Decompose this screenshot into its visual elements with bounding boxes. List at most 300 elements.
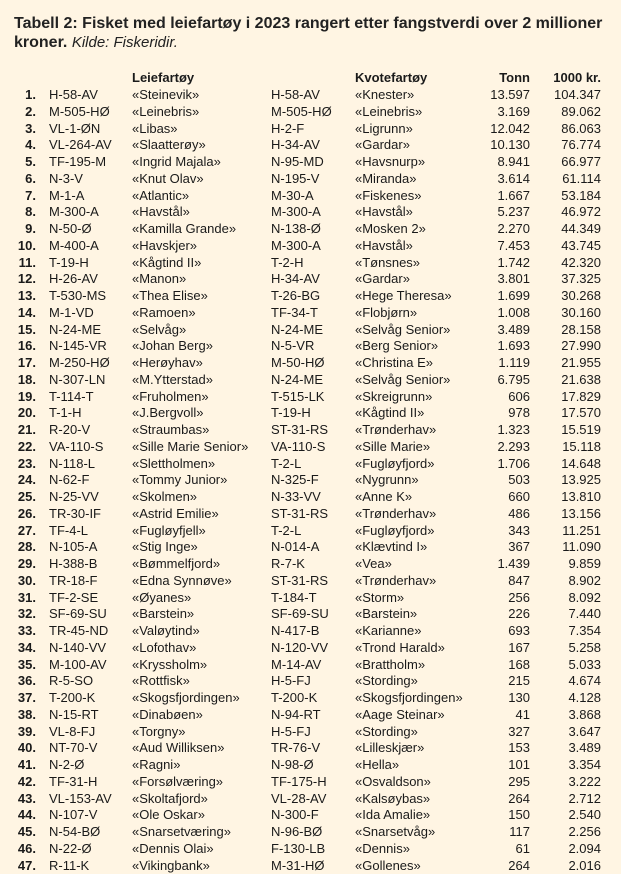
table-row bbox=[0, 188, 621, 205]
kvotefartoy-name-cell: «Gardar» bbox=[355, 137, 410, 154]
kvotefartoy-reg-cell: F-130-LB bbox=[271, 841, 325, 858]
table-row bbox=[0, 389, 621, 406]
tonn-cell: 606 bbox=[460, 389, 530, 406]
tonn-cell: 978 bbox=[460, 405, 530, 422]
leiefartoy-name-cell: «Sille Marie Senior» bbox=[132, 439, 248, 456]
title-main: Tabell 2: Fisket med leiefartøy i 2023 rangert etter fangstverdi over 2 millioner kroner. bbox=[14, 15, 602, 51]
kvotefartoy-name-cell: «Dennis» bbox=[355, 841, 410, 858]
kvotefartoy-reg-cell: M-31-HØ bbox=[271, 858, 324, 874]
leiefartoy-name-cell: «Atlantic» bbox=[132, 188, 189, 205]
kvotefartoy-reg-cell: N-24-ME bbox=[271, 322, 323, 339]
table-row bbox=[0, 472, 621, 489]
leiefartoy-name-cell: «Slettholmen» bbox=[132, 456, 215, 473]
tonn-cell: 8.941 bbox=[460, 154, 530, 171]
leiefartoy-name-cell: «M.Ytterstad» bbox=[132, 372, 213, 389]
table-row bbox=[0, 355, 621, 372]
rank-cell: 1. bbox=[0, 87, 36, 104]
table-row bbox=[0, 288, 621, 305]
rank-cell: 36. bbox=[0, 673, 36, 690]
kvotefartoy-name-cell: «Hege Theresa» bbox=[355, 288, 452, 305]
leiefartoy-reg-cell: N-145-VR bbox=[49, 338, 107, 355]
rank-cell: 35. bbox=[0, 657, 36, 674]
kvotefartoy-reg-cell: T-2-H bbox=[271, 255, 304, 272]
tonn-cell: 1.439 bbox=[460, 556, 530, 573]
leiefartoy-name-cell: «J.Bergvoll» bbox=[132, 405, 204, 422]
rank-cell: 16. bbox=[0, 338, 36, 355]
kvotefartoy-name-cell: «Fugløyfjord» bbox=[355, 456, 434, 473]
kvotefartoy-name-cell: «Trønderhav» bbox=[355, 573, 436, 590]
verdi-cell: 2.540 bbox=[530, 807, 601, 824]
tonn-cell: 327 bbox=[460, 724, 530, 741]
kvotefartoy-reg-cell: N-33-VV bbox=[271, 489, 321, 506]
leiefartoy-name-cell: «Rottfisk» bbox=[132, 673, 190, 690]
leiefartoy-reg-cell: M-1-A bbox=[49, 188, 84, 205]
verdi-cell: 11.251 bbox=[530, 523, 601, 540]
leiefartoy-name-cell: «Kamilla Grande» bbox=[132, 221, 236, 238]
tonn-cell: 1.706 bbox=[460, 456, 530, 473]
leiefartoy-reg-cell: TR-45-ND bbox=[49, 623, 108, 640]
verdi-cell: 15.118 bbox=[530, 439, 601, 456]
verdi-cell: 5.033 bbox=[530, 657, 601, 674]
leiefartoy-name-cell: «Fruholmen» bbox=[132, 389, 209, 406]
table-row bbox=[0, 422, 621, 439]
rank-cell: 39. bbox=[0, 724, 36, 741]
leiefartoy-name-cell: «Fugløyfjell» bbox=[132, 523, 206, 540]
kvotefartoy-name-cell: «Barstein» bbox=[355, 606, 417, 623]
leiefartoy-reg-cell: N-118-L bbox=[49, 456, 95, 473]
rank-cell: 31. bbox=[0, 590, 36, 607]
kvotefartoy-name-cell: «Gollenes» bbox=[355, 858, 421, 874]
rank-cell: 41. bbox=[0, 757, 36, 774]
kvotefartoy-name-cell: «Stording» bbox=[355, 673, 418, 690]
rank-cell: 46. bbox=[0, 841, 36, 858]
leiefartoy-name-cell: «Straumbas» bbox=[132, 422, 209, 439]
kvotefartoy-name-cell: «Gardar» bbox=[355, 271, 410, 288]
leiefartoy-name-cell: «Leinebris» bbox=[132, 104, 199, 121]
tonn-cell: 3.614 bbox=[460, 171, 530, 188]
kvotefartoy-name-cell: «Sille Marie» bbox=[355, 439, 430, 456]
kvotefartoy-reg-cell: T-2-L bbox=[271, 523, 301, 540]
tonn-cell: 150 bbox=[460, 807, 530, 824]
leiefartoy-reg-cell: M-300-A bbox=[49, 204, 99, 221]
tonn-cell: 1.323 bbox=[460, 422, 530, 439]
verdi-cell: 3.354 bbox=[530, 757, 601, 774]
table-row bbox=[0, 271, 621, 288]
kvotefartoy-reg-cell: N-96-BØ bbox=[271, 824, 322, 841]
table-row bbox=[0, 121, 621, 138]
table-row bbox=[0, 338, 621, 355]
tonn-cell: 10.130 bbox=[460, 137, 530, 154]
kvotefartoy-name-cell: «Flobjørn» bbox=[355, 305, 417, 322]
tonn-cell: 693 bbox=[460, 623, 530, 640]
kvotefartoy-reg-cell: N-138-Ø bbox=[271, 221, 321, 238]
verdi-cell: 13.810 bbox=[530, 489, 601, 506]
tonn-cell: 1.119 bbox=[460, 355, 530, 372]
table-row bbox=[0, 824, 621, 841]
kvotefartoy-name-cell: «Trønderhav» bbox=[355, 422, 436, 439]
tonn-cell: 3.169 bbox=[460, 104, 530, 121]
rank-cell: 2. bbox=[0, 104, 36, 121]
tonn-cell: 117 bbox=[460, 824, 530, 841]
tonn-cell: 167 bbox=[460, 640, 530, 657]
kvotefartoy-reg-cell: H-5-FJ bbox=[271, 673, 311, 690]
table-row bbox=[0, 858, 621, 874]
verdi-cell: 15.519 bbox=[530, 422, 601, 439]
table-row bbox=[0, 606, 621, 623]
leiefartoy-reg-cell: VL-153-AV bbox=[49, 791, 112, 808]
tonn-cell: 61 bbox=[460, 841, 530, 858]
rank-cell: 25. bbox=[0, 489, 36, 506]
kvotefartoy-reg-cell: R-7-K bbox=[271, 556, 305, 573]
rank-cell: 33. bbox=[0, 623, 36, 640]
rank-cell: 38. bbox=[0, 707, 36, 724]
leiefartoy-name-cell: «Bømmelfjord» bbox=[132, 556, 220, 573]
table-row bbox=[0, 255, 621, 272]
verdi-cell: 46.972 bbox=[530, 204, 601, 221]
leiefartoy-reg-cell: TR-30-IF bbox=[49, 506, 101, 523]
leiefartoy-name-cell: «Havskjer» bbox=[132, 238, 197, 255]
leiefartoy-reg-cell: N-24-ME bbox=[49, 322, 101, 339]
kvotefartoy-name-cell: «Fiskenes» bbox=[355, 188, 421, 205]
rank-cell: 17. bbox=[0, 355, 36, 372]
leiefartoy-name-cell: «Valøytind» bbox=[132, 623, 200, 640]
kvotefartoy-name-cell: «Vea» bbox=[355, 556, 392, 573]
verdi-cell: 43.745 bbox=[530, 238, 601, 255]
leiefartoy-reg-cell: N-105-A bbox=[49, 539, 97, 556]
verdi-cell: 30.268 bbox=[530, 288, 601, 305]
leiefartoy-reg-cell: M-505-HØ bbox=[49, 104, 110, 121]
leiefartoy-name-cell: «Torgny» bbox=[132, 724, 185, 741]
table-row bbox=[0, 673, 621, 690]
kvotefartoy-reg-cell: T-2-L bbox=[271, 456, 301, 473]
leiefartoy-reg-cell: M-400-A bbox=[49, 238, 99, 255]
verdi-cell: 9.859 bbox=[530, 556, 601, 573]
kvotefartoy-name-cell: «Havsnurp» bbox=[355, 154, 425, 171]
kvotefartoy-name-cell: «Karianne» bbox=[355, 623, 422, 640]
verdi-cell: 61.114 bbox=[530, 171, 601, 188]
kvotefartoy-reg-cell: TF-175-H bbox=[271, 774, 327, 791]
leiefartoy-reg-cell: N-107-V bbox=[49, 807, 97, 824]
rank-cell: 5. bbox=[0, 154, 36, 171]
verdi-cell: 8.902 bbox=[530, 573, 601, 590]
kvotefartoy-reg-cell: T-515-LK bbox=[271, 389, 324, 406]
leiefartoy-reg-cell: T-530-MS bbox=[49, 288, 106, 305]
kvotefartoy-reg-cell: H-58-AV bbox=[271, 87, 320, 104]
kvotefartoy-name-cell: «Brattholm» bbox=[355, 657, 425, 674]
table-row bbox=[0, 221, 621, 238]
rank-cell: 27. bbox=[0, 523, 36, 540]
leiefartoy-reg-cell: R-20-V bbox=[49, 422, 90, 439]
leiefartoy-name-cell: «Slaatterøy» bbox=[132, 137, 206, 154]
rank-cell: 8. bbox=[0, 204, 36, 221]
rank-cell: 15. bbox=[0, 322, 36, 339]
kvotefartoy-reg-cell: N-24-ME bbox=[271, 372, 323, 389]
leiefartoy-reg-cell: TF-195-M bbox=[49, 154, 106, 171]
rank-cell: 22. bbox=[0, 439, 36, 456]
verdi-cell: 21.638 bbox=[530, 372, 601, 389]
rank-cell: 10. bbox=[0, 238, 36, 255]
table-row bbox=[0, 690, 621, 707]
rank-cell: 13. bbox=[0, 288, 36, 305]
verdi-cell: 76.774 bbox=[530, 137, 601, 154]
tonn-cell: 847 bbox=[460, 573, 530, 590]
kvotefartoy-reg-cell: N-195-V bbox=[271, 171, 319, 188]
kvotefartoy-reg-cell: M-30-A bbox=[271, 188, 314, 205]
table-row bbox=[0, 640, 621, 657]
verdi-cell: 13.925 bbox=[530, 472, 601, 489]
verdi-cell: 5.258 bbox=[530, 640, 601, 657]
verdi-cell: 66.977 bbox=[530, 154, 601, 171]
leiefartoy-reg-cell: M-1-VD bbox=[49, 305, 94, 322]
leiefartoy-name-cell: «Johan Berg» bbox=[132, 338, 213, 355]
leiefartoy-reg-cell: N-54-BØ bbox=[49, 824, 100, 841]
kvotefartoy-reg-cell: H-2-F bbox=[271, 121, 304, 138]
rank-cell: 47. bbox=[0, 858, 36, 874]
verdi-cell: 17.829 bbox=[530, 389, 601, 406]
verdi-cell: 3.489 bbox=[530, 740, 601, 757]
table-row bbox=[0, 137, 621, 154]
kvotefartoy-reg-cell: M-14-AV bbox=[271, 657, 321, 674]
kvotefartoy-name-cell: «Hella» bbox=[355, 757, 399, 774]
leiefartoy-name-cell: «Dennis Olai» bbox=[132, 841, 214, 858]
leiefartoy-name-cell: «Skoltafjord» bbox=[132, 791, 208, 808]
rank-cell: 4. bbox=[0, 137, 36, 154]
leiefartoy-name-cell: «Øyanes» bbox=[132, 590, 191, 607]
rank-cell: 20. bbox=[0, 405, 36, 422]
leiefartoy-reg-cell: TF-31-H bbox=[49, 774, 97, 791]
tonn-cell: 226 bbox=[460, 606, 530, 623]
tonn-cell: 153 bbox=[460, 740, 530, 757]
tonn-cell: 1.693 bbox=[460, 338, 530, 355]
kvotefartoy-reg-cell: N-014-A bbox=[271, 539, 319, 556]
verdi-cell: 4.128 bbox=[530, 690, 601, 707]
table-row bbox=[0, 171, 621, 188]
table-row bbox=[0, 556, 621, 573]
kvotefartoy-name-cell: «Kalsøybas» bbox=[355, 791, 430, 808]
kvotefartoy-reg-cell: N-5-VR bbox=[271, 338, 314, 355]
leiefartoy-reg-cell: SF-69-SU bbox=[49, 606, 107, 623]
tonn-cell: 367 bbox=[460, 539, 530, 556]
kvotefartoy-name-cell: «Lilleskjær» bbox=[355, 740, 424, 757]
tonn-cell: 168 bbox=[460, 657, 530, 674]
leiefartoy-reg-cell: N-140-VV bbox=[49, 640, 106, 657]
leiefartoy-reg-cell: R-11-K bbox=[49, 858, 89, 874]
rank-cell: 42. bbox=[0, 774, 36, 791]
kvotefartoy-name-cell: «Selvåg Senior» bbox=[355, 372, 450, 389]
verdi-cell: 53.184 bbox=[530, 188, 601, 205]
leiefartoy-reg-cell: T-1-H bbox=[49, 405, 82, 422]
leiefartoy-name-cell: «Selvåg» bbox=[132, 322, 186, 339]
kvotefartoy-name-cell: «Osvaldson» bbox=[355, 774, 431, 791]
leiefartoy-reg-cell: TR-18-F bbox=[49, 573, 97, 590]
table-title bbox=[14, 14, 604, 52]
kvotefartoy-name-cell: «Berg Senior» bbox=[355, 338, 438, 355]
kvotefartoy-reg-cell: ST-31-RS bbox=[271, 573, 328, 590]
kvotefartoy-reg-cell: N-120-VV bbox=[271, 640, 328, 657]
rank-cell: 9. bbox=[0, 221, 36, 238]
leiefartoy-reg-cell: T-19-H bbox=[49, 255, 89, 272]
kvotefartoy-reg-cell: N-98-Ø bbox=[271, 757, 314, 774]
kvotefartoy-name-cell: «Havstål» bbox=[355, 204, 413, 221]
kvotefartoy-name-cell: «Snarsetvåg» bbox=[355, 824, 435, 841]
table-row bbox=[0, 724, 621, 741]
rank-cell: 3. bbox=[0, 121, 36, 138]
leiefartoy-name-cell: «Dinabøen» bbox=[132, 707, 203, 724]
kvotefartoy-name-cell: «Skogsfjordingen» bbox=[355, 690, 463, 707]
tonn-cell: 215 bbox=[460, 673, 530, 690]
leiefartoy-reg-cell: N-3-V bbox=[49, 171, 83, 188]
table-header bbox=[0, 70, 621, 87]
tonn-cell: 343 bbox=[460, 523, 530, 540]
kvotefartoy-reg-cell: M-505-HØ bbox=[271, 104, 332, 121]
leiefartoy-name-cell: «Knut Olav» bbox=[132, 171, 204, 188]
leiefartoy-reg-cell: N-307-LN bbox=[49, 372, 105, 389]
table-row bbox=[0, 372, 621, 389]
rank-cell: 43. bbox=[0, 791, 36, 808]
table-row bbox=[0, 841, 621, 858]
leiefartoy-reg-cell: VL-1-ØN bbox=[49, 121, 100, 138]
header-tonn: Tonn bbox=[460, 70, 530, 85]
tonn-cell: 3.801 bbox=[460, 271, 530, 288]
leiefartoy-name-cell: «Astrid Emilie» bbox=[132, 506, 219, 523]
leiefartoy-reg-cell: H-26-AV bbox=[49, 271, 98, 288]
verdi-cell: 21.955 bbox=[530, 355, 601, 372]
tonn-cell: 2.293 bbox=[460, 439, 530, 456]
verdi-cell: 42.320 bbox=[530, 255, 601, 272]
rank-cell: 37. bbox=[0, 690, 36, 707]
verdi-cell: 89.062 bbox=[530, 104, 601, 121]
leiefartoy-reg-cell: M-100-AV bbox=[49, 657, 107, 674]
kvotefartoy-name-cell: «Ligrunn» bbox=[355, 121, 413, 138]
table-row bbox=[0, 506, 621, 523]
kvotefartoy-name-cell: «Havstål» bbox=[355, 238, 413, 255]
verdi-cell: 7.440 bbox=[530, 606, 601, 623]
kvotefartoy-name-cell: «Knester» bbox=[355, 87, 414, 104]
table-row bbox=[0, 807, 621, 824]
kvotefartoy-name-cell: «Stording» bbox=[355, 724, 418, 741]
leiefartoy-name-cell: «Libas» bbox=[132, 121, 178, 138]
leiefartoy-reg-cell: N-15-RT bbox=[49, 707, 99, 724]
leiefartoy-name-cell: «Edna Synnøve» bbox=[132, 573, 232, 590]
verdi-cell: 3.222 bbox=[530, 774, 601, 791]
verdi-cell: 4.674 bbox=[530, 673, 601, 690]
table-row bbox=[0, 623, 621, 640]
kvotefartoy-reg-cell: TF-34-T bbox=[271, 305, 318, 322]
header-verdi: 1000 kr. bbox=[530, 70, 601, 85]
leiefartoy-reg-cell: N-62-F bbox=[49, 472, 89, 489]
table-row bbox=[0, 539, 621, 556]
table-row bbox=[0, 657, 621, 674]
tonn-cell: 264 bbox=[460, 791, 530, 808]
kvotefartoy-reg-cell: H-34-AV bbox=[271, 271, 320, 288]
tonn-cell: 1.699 bbox=[460, 288, 530, 305]
leiefartoy-name-cell: «Ole Oskar» bbox=[132, 807, 205, 824]
leiefartoy-reg-cell: VL-264-AV bbox=[49, 137, 112, 154]
kvotefartoy-name-cell: «Skreigrunn» bbox=[355, 389, 432, 406]
rank-cell: 24. bbox=[0, 472, 36, 489]
leiefartoy-reg-cell: M-250-HØ bbox=[49, 355, 110, 372]
kvotefartoy-reg-cell: N-300-F bbox=[271, 807, 319, 824]
table-row bbox=[0, 707, 621, 724]
table-row bbox=[0, 774, 621, 791]
rank-cell: 29. bbox=[0, 556, 36, 573]
tonn-cell: 12.042 bbox=[460, 121, 530, 138]
leiefartoy-reg-cell: N-2-Ø bbox=[49, 757, 84, 774]
leiefartoy-reg-cell: NT-70-V bbox=[49, 740, 97, 757]
leiefartoy-name-cell: «Kågtind II» bbox=[132, 255, 201, 272]
table-row bbox=[0, 740, 621, 757]
header-kvotefartoy: Kvotefartøy bbox=[355, 70, 427, 85]
verdi-cell: 13.156 bbox=[530, 506, 601, 523]
verdi-cell: 17.570 bbox=[530, 405, 601, 422]
rank-cell: 19. bbox=[0, 389, 36, 406]
tonn-cell: 6.795 bbox=[460, 372, 530, 389]
verdi-cell: 2.712 bbox=[530, 791, 601, 808]
table-row bbox=[0, 405, 621, 422]
table-row bbox=[0, 238, 621, 255]
verdi-cell: 37.325 bbox=[530, 271, 601, 288]
verdi-cell: 27.990 bbox=[530, 338, 601, 355]
leiefartoy-name-cell: «Kryssholm» bbox=[132, 657, 207, 674]
table-row bbox=[0, 87, 621, 104]
tonn-cell: 3.489 bbox=[460, 322, 530, 339]
table-row bbox=[0, 104, 621, 121]
rank-cell: 30. bbox=[0, 573, 36, 590]
kvotefartoy-name-cell: «Christina E» bbox=[355, 355, 433, 372]
kvotefartoy-reg-cell: ST-31-RS bbox=[271, 506, 328, 523]
kvotefartoy-name-cell: «Kågtind II» bbox=[355, 405, 424, 422]
kvotefartoy-name-cell: «Trond Harald» bbox=[355, 640, 445, 657]
table-row bbox=[0, 305, 621, 322]
leiefartoy-name-cell: «Forsølværing» bbox=[132, 774, 223, 791]
table-row bbox=[0, 489, 621, 506]
verdi-cell: 104.347 bbox=[530, 87, 601, 104]
table-row bbox=[0, 590, 621, 607]
kvotefartoy-reg-cell: T-184-T bbox=[271, 590, 317, 607]
table-row bbox=[0, 791, 621, 808]
leiefartoy-reg-cell: T-200-K bbox=[49, 690, 95, 707]
table-row bbox=[0, 456, 621, 473]
kvotefartoy-reg-cell: T-19-H bbox=[271, 405, 311, 422]
rank-cell: 21. bbox=[0, 422, 36, 439]
kvotefartoy-name-cell: «Fugløyfjord» bbox=[355, 523, 434, 540]
rank-cell: 14. bbox=[0, 305, 36, 322]
tonn-cell: 7.453 bbox=[460, 238, 530, 255]
tonn-cell: 660 bbox=[460, 489, 530, 506]
verdi-cell: 7.354 bbox=[530, 623, 601, 640]
tonn-cell: 2.270 bbox=[460, 221, 530, 238]
verdi-cell: 14.648 bbox=[530, 456, 601, 473]
verdi-cell: 11.090 bbox=[530, 539, 601, 556]
rank-cell: 18. bbox=[0, 372, 36, 389]
kvotefartoy-reg-cell: T-26-BG bbox=[271, 288, 320, 305]
leiefartoy-name-cell: «Thea Elise» bbox=[132, 288, 208, 305]
verdi-cell: 2.016 bbox=[530, 858, 601, 874]
kvotefartoy-reg-cell: N-95-MD bbox=[271, 154, 324, 171]
kvotefartoy-name-cell: «Storm» bbox=[355, 590, 404, 607]
verdi-cell: 44.349 bbox=[530, 221, 601, 238]
tonn-cell: 295 bbox=[460, 774, 530, 791]
leiefartoy-name-cell: «Barstein» bbox=[132, 606, 194, 623]
leiefartoy-name-cell: «Skolmen» bbox=[132, 489, 197, 506]
rank-cell: 23. bbox=[0, 456, 36, 473]
rank-cell: 11. bbox=[0, 255, 36, 272]
leiefartoy-reg-cell: H-388-B bbox=[49, 556, 97, 573]
tonn-cell: 486 bbox=[460, 506, 530, 523]
table-row bbox=[0, 204, 621, 221]
leiefartoy-reg-cell: N-22-Ø bbox=[49, 841, 92, 858]
rank-cell: 12. bbox=[0, 271, 36, 288]
